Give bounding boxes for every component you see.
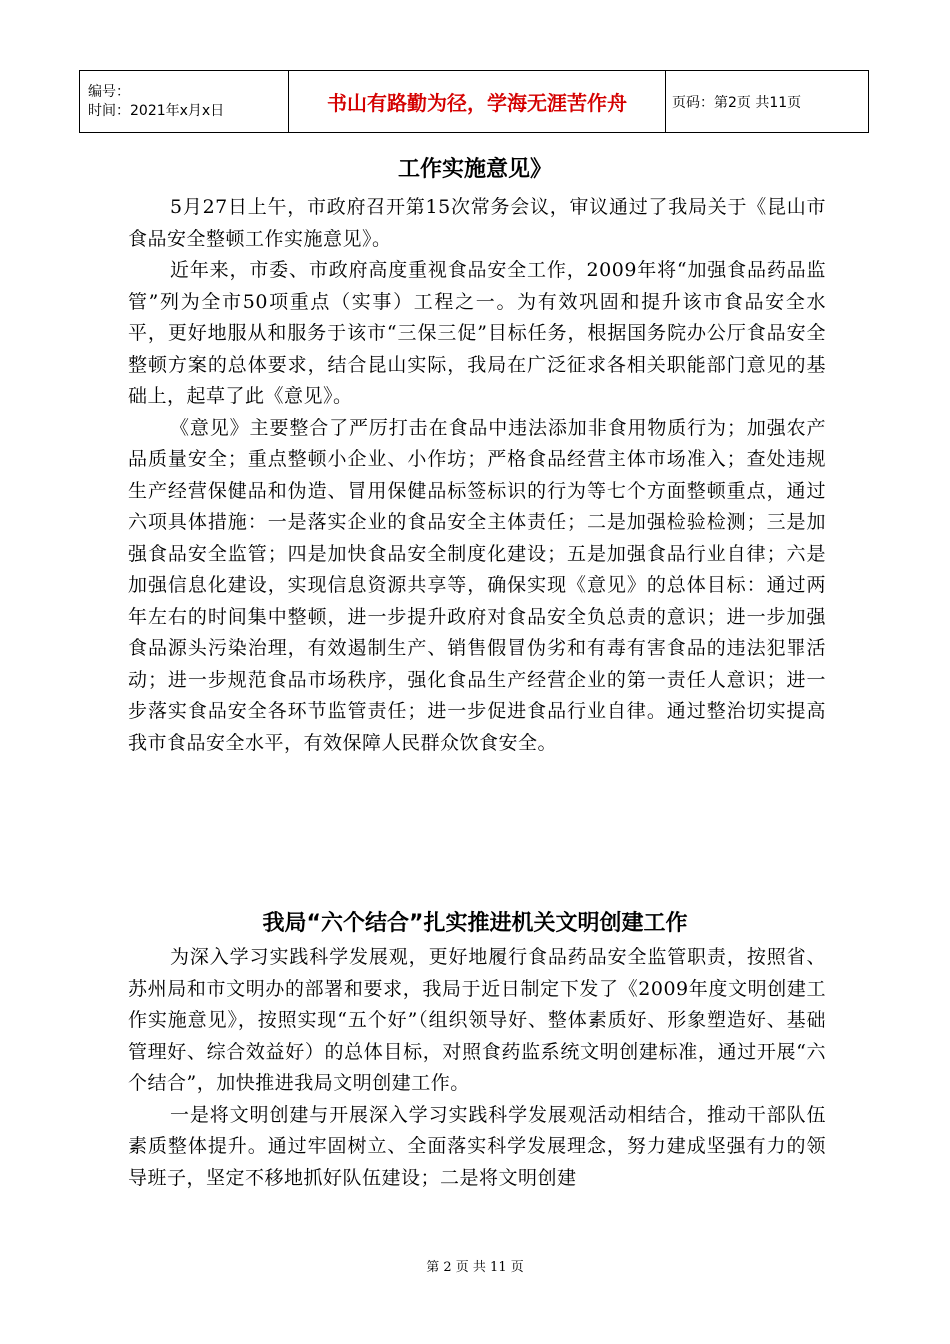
time-label: 时间：2021年x月x日 — [88, 102, 225, 119]
page-footer: 第 2 页 共 11 页 — [426, 1260, 524, 1275]
section1-body — [128, 192, 826, 759]
paragraph: 近年来，市委、市政府高度重视食品安全工作，2009年将“加强食品药品监管”列为全市50项重点（实事）工程之一。为有效巩固和提升该市食品安全水平，更好地服从和服务于该市“三保三促”目标任务，根据国务院办公厅食品安全整顿方案的总体要求，结合昆山实际，我局在广泛征求各相关职能部门意见的基础上，起草了此《意见》。 — [128, 259, 826, 407]
section2-title: 我局“六个结合”扎实推进机关文明创建工作 — [262, 911, 688, 936]
paragraph: 《意见》主要整合了严厉打击在食品中违法添加非食用物质行为；加强农产品质量安全；重点整顿小企业、小作坊；严格食品经营主体市场准入；查处违规生产经营保健品和伪造、冒用保健品标签标识的行为等七个方面整顿重点，通过六项具体措施：一是落实企业的食品安全主体责任；二是加强检验检测；三是加强食品安全监管；四是加快食品安全制度化建设；五是加强食品行业自律；六是加强信息化建设，实现信息资源共享等，确保实现《意见》的总体目标：通过两年左右的时间集中整顿，进一步提升政府对食品安全负总责的意识；进一步加强食品源头污染治理，有效遏制生产、销售假冒伪劣和有毒有害食品的违法犯罪活动；进一步规范食品市场秩序，强化食品生产经营企业的第一责任人意识；进一步落实食品安全各环节监管责任；进一步促进食品行业自律。通过整治切实提高我市食品安全水平，有效保障人民群众饮食安全。 — [128, 416, 826, 754]
paragraph: 为深入学习实践科学发展观，更好地履行食品药品安全监管职责，按照省、苏州局和市文明办的部署和要求，我局于近日制定下发了《2009年度文明创建工作实施意见》，按照实现“五个好”（组织领导好、整体素质好、形象塑造好、基础管理好、综合效益好）的总体目标，对照食药监系统文明创建标准，通过开展“六个结合”，加快推进我局文明创建工作。 — [128, 946, 826, 1094]
header-table — [79, 70, 869, 133]
number-label: 编号： — [88, 83, 130, 100]
section1-title: 工作实施意见》 — [397, 157, 552, 182]
motto: 书山有路勤为径，学海无涯苦作舟 — [289, 71, 666, 133]
header-info-cell — [80, 71, 289, 133]
paragraph: 5月27日上午，市政府召开第15次常务会议，审议通过了我局关于《昆山市食品安全整顿工作实施意见》。 — [128, 196, 826, 250]
section2-body — [128, 942, 826, 1194]
paragraph: 一是将文明创建与开展深入学习实践科学发展观活动相结合，推动干部队伍素质整体提升。通过牢固树立、全面落实科学发展理念，努力建成坚强有力的领导班子，坚定不移地抓好队伍建设；二是将文明创建 — [128, 1103, 826, 1189]
page-label: 页码：第2页 共11页 — [666, 71, 869, 133]
